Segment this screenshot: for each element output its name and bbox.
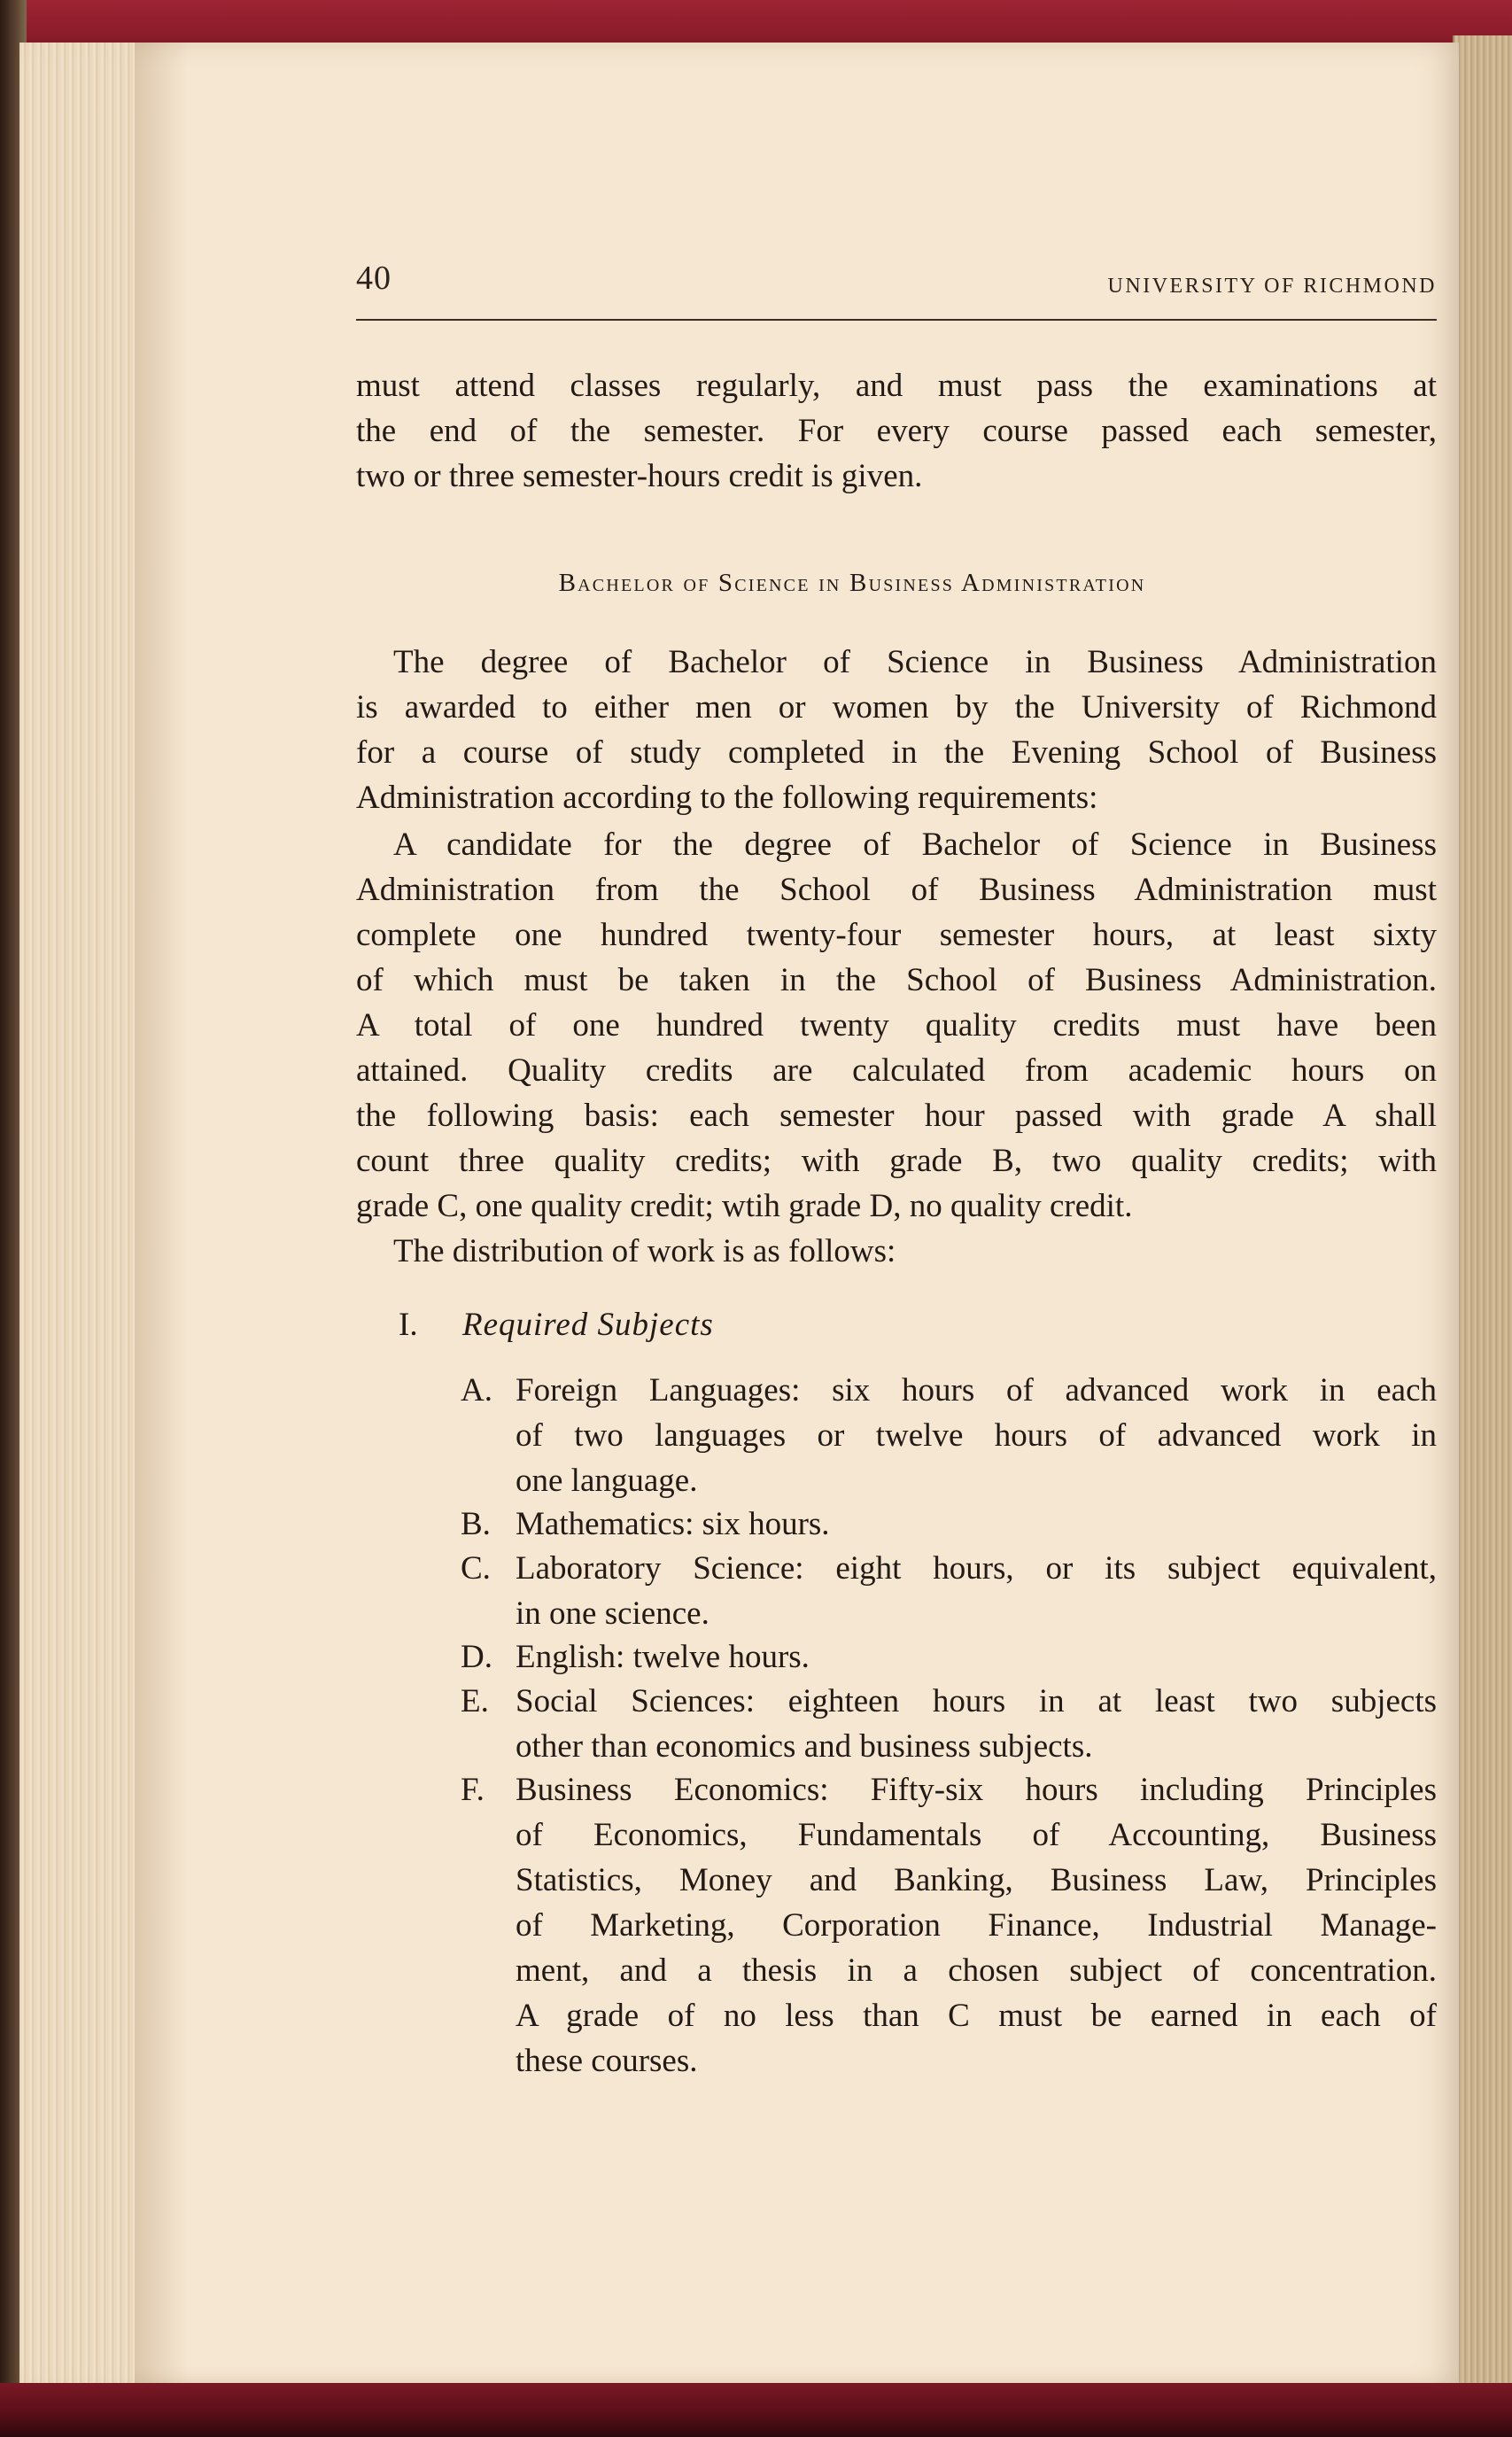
text-line: is awarded to either men or women by the University of Richmond: [356, 689, 1437, 726]
gutter-shadow: [135, 43, 188, 2392]
item-letter: B.: [461, 1506, 491, 1542]
required-subjects-heading: [399, 1306, 714, 1344]
book-cover-bottom: [0, 2383, 1512, 2437]
running-head: UNIVERSITY OF RICHMOND: [1107, 275, 1437, 298]
degree-paragraph: [356, 640, 1437, 820]
requirement-item-mathematics: [461, 1502, 1437, 1547]
item-line: Business Economics: Fifty-six hours including Principles: [516, 1772, 1437, 1808]
text-line: Administration from the School of Business Administration must: [356, 872, 1437, 908]
text-line: of which must be taken in the School of Business Administration.: [356, 962, 1437, 998]
text-line: A candidate for the degree of Bachelor of Science in Business: [393, 827, 1437, 863]
text-line: complete one hundred twenty-four semester hours, at least sixty: [356, 917, 1437, 953]
item-line: these courses.: [516, 2043, 698, 2079]
text-line: The degree of Bachelor of Science in Business Administration: [393, 644, 1437, 680]
item-letter: E.: [461, 1683, 489, 1719]
item-letter: D.: [461, 1639, 492, 1675]
item-line: of two languages or twelve hours of advanced work in: [516, 1417, 1437, 1454]
item-line: other than economics and business subjects.: [516, 1728, 1093, 1765]
item-letter: F.: [461, 1772, 485, 1808]
candidate-paragraph: [356, 822, 1437, 1229]
item-line: A grade of no less than C must be earned in each of: [516, 1998, 1437, 2034]
item-letter: C.: [461, 1550, 491, 1587]
text-line: for a course of study completed in the Evening School of Business: [356, 734, 1437, 771]
list-heading-title: Required Subjects: [462, 1307, 714, 1343]
item-line: Foreign Languages: six hours of advanced work in each: [516, 1372, 1437, 1409]
item-line: English: twelve hours.: [516, 1639, 810, 1675]
page-stack-edge: [1453, 35, 1512, 2392]
item-letter: A.: [461, 1372, 492, 1409]
section-title: Bachelor of Science in Business Administration: [558, 569, 1146, 597]
text-line: attained. Quality credits are calculated from academic hours on: [356, 1052, 1437, 1089]
item-line: Social Sciences: eighteen hours in at least two subjects: [516, 1683, 1437, 1719]
text-line: The distribution of work is as follows:: [393, 1233, 896, 1269]
page-fore-edges: [19, 43, 135, 2392]
item-line: Laboratory Science: eight hours, or its subject equivalent,: [516, 1550, 1437, 1587]
item-line: Mathematics: six hours.: [516, 1506, 830, 1542]
page-number: 40: [356, 260, 392, 297]
list-numeral: I.: [399, 1307, 418, 1343]
intro-paragraph: [356, 363, 1437, 499]
requirement-item-foreign-languages: [461, 1368, 1437, 1503]
item-line: of Marketing, Corporation Finance, Industrial Manage-: [516, 1907, 1437, 1944]
page-header: [356, 257, 1437, 321]
requirement-item-social-sciences: [461, 1679, 1437, 1769]
text-line: A total of one hundred twenty quality credits must have been: [356, 1007, 1437, 1044]
text-line: must attend classes regularly, and must pass the examinations at: [356, 368, 1437, 404]
text-line: the end of the semester. For every course passed each semester,: [356, 413, 1437, 449]
text-line: grade C, one quality credit; wtih grade D, no quality credit.: [356, 1188, 1133, 1224]
requirement-item-laboratory-science: [461, 1546, 1437, 1636]
item-line: one language.: [516, 1463, 698, 1499]
text-line: Administration according to the following requirements:: [356, 780, 1098, 816]
item-line: Statistics, Money and Banking, Business Law, Principles: [516, 1862, 1437, 1898]
item-line: of Economics, Fundamentals of Accounting, Business: [516, 1817, 1437, 1853]
text-line: two or three semester-hours credit is given.: [356, 458, 923, 494]
text-line: count three quality credits; with grade B, two quality credits; with: [356, 1143, 1437, 1179]
text-line: the following basis: each semester hour passed with grade A shall: [356, 1098, 1437, 1134]
item-line: in one science.: [516, 1595, 709, 1632]
item-line: ment, and a thesis in a chosen subject of concentration.: [516, 1952, 1437, 1989]
requirement-item-english: [461, 1634, 1437, 1680]
requirement-item-business-economics: [461, 1767, 1437, 2084]
distribution-paragraph: [356, 1229, 1437, 1274]
